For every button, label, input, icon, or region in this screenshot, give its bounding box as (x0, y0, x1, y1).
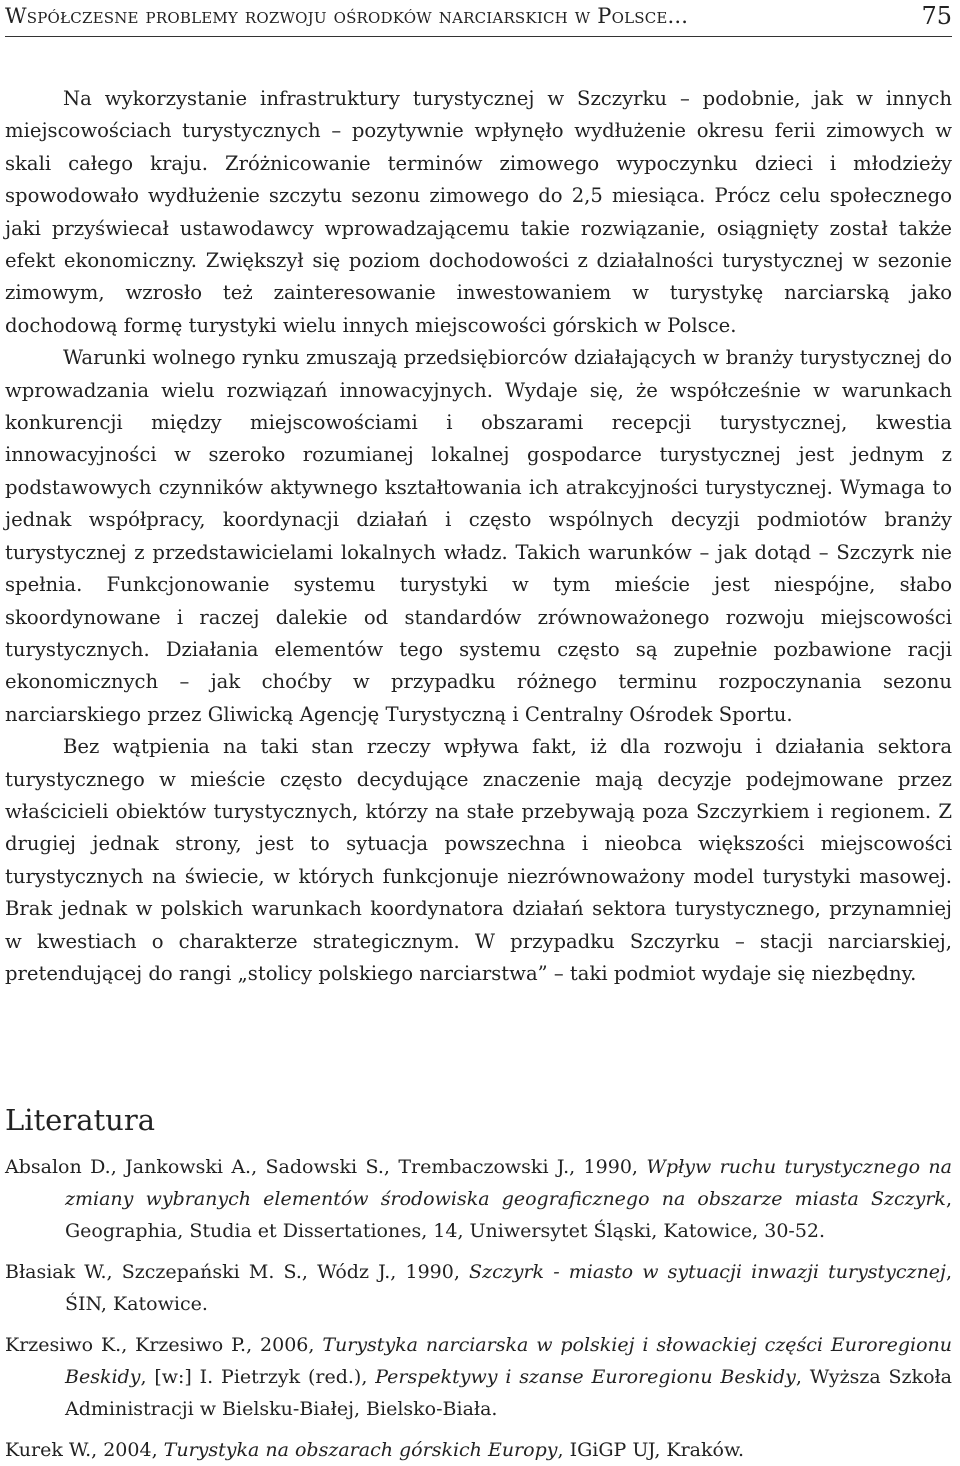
paragraph: Na wykorzystanie infrastruktury turystycznej w Szczyrku – podobnie, jak w innych miejscowościach turystycznych – pozytywnie wpłynęło wydłużenie okresu ferii zimowych w skali całego kraju. Zróżnicowanie terminów zimowego wypoczynku dzieci i młodzieży spowodowało wydłużenie szczytu sezonu zimowego do 2,5 miesiąca. Prócz celu społecznego jaki przyświecał ustawodawcy wprowadzającemu takie rozwiązanie, osiągnięty został także efekt ekonomiczny. Zwiększył się poziom dochodowości z działalności turystycznej w sezonie zimowym, wzrosło też zainteresowanie inwestowaniem w turystykę narciarską jako dochodową formę turystyki wielu innych miejscowości górskich w Polsce. (5, 87, 952, 337)
reference-list (5, 1151, 952, 1466)
reference-details: , ŚIN, Katowice. (65, 1261, 952, 1316)
reference-authors: Kurek W., 2004, (5, 1439, 164, 1462)
body-text (5, 83, 952, 990)
running-title: Współczesne problemy rozwoju ośrodków narciarskich w Polsce... (5, 4, 689, 28)
running-header (5, 2, 952, 37)
reference-editor: , [w:] I. Pietrzyk (red.), (140, 1366, 376, 1389)
reference-title: Szczyrk - miasto w sytuacji inwazji turystycznej (469, 1261, 946, 1284)
reference-item (5, 1329, 952, 1426)
paragraph: Bez wątpienia na taki stan rzeczy wpływa fakt, iż dla rozwoju i działania sektora turystycznego w mieście często decydujące znaczenie mają decyzje podejmowane przez właścicieli obiektów turystycznych, którzy na stałe przebywają poza Szczyrkiem i regionem. Z drugiej jednak strony, jest to sytuacja powszechna i nieobca większości miejscowości turystycznych na świecie, w których funkcjonuje niezrównoważony model turystyki masowej. Brak jednak w polskich warunkach koordynatora działań sektora turystycznego, przynamniej w kwestiach o charakterze strategicznym. W przypadku Szczyrku – stacji narciarskiej, pretendującej do rangi „stolicy polskiego narciarstwa” – taki podmiot wydaje się niezbędny. (5, 735, 952, 985)
reference-details: , Wyższa Szkoła Administracji w Bielsku-Białej, Bielsko-Biała. (65, 1366, 952, 1421)
paragraph: Warunki wolnego rynku zmuszają przedsiębiorców działających w branży turystycznej do wprowadzania wielu rozwiązań innowacyjnych. Wydaje się, że współcześnie w warunkach konkurencji między miejscowościami i obszarami recepcji turystycznej, kwestia innowacyjności w szeroko rozumianej lokalnej gospodarce turystycznej jest jednym z podstawowych czynników aktywnego kształtowania ich atrakcyjności turystycznej. Wymaga to jednak współpracy, koordynacji działań i często wspólnych decyzji podmiotów branży turystycznej z przedstawicielami lokalnych władz. Takich warunków – jak dotąd – Szczyrk nie spełnia. Funkcjonowanie systemu turystyki w tym mieście jest niespójne, słabo skoordynowane i raczej dalekie od standardów zrównoważonego rozwoju miejscowości turystycznych. Działania elementów tego systemu często są zupełnie pozbawione racji ekonomicznych – jak choćby w przypadku różnego terminu rozpoczynania sezonu narciarskiego przez Gliwicką Agencję Turystyczną i Centralny Ośrodek Sportu. (5, 346, 952, 726)
reference-title: Turystyka narciarska w polskiej i słowackiej części Euroregionu Beskidy (65, 1334, 952, 1389)
reference-details: , IGiGP UJ, Kraków. (557, 1439, 745, 1462)
reference-book-title: Perspektywy i szanse Euroregionu Beskidy (375, 1366, 796, 1389)
literature-heading: Literatura (5, 1103, 155, 1137)
reference-title: Turystyka na obszarach górskich Europy (163, 1439, 558, 1462)
reference-details: , Geographia, Studia et Dissertationes, 14, Uniwersytet Śląski, Katowice, 30-52. (65, 1188, 952, 1243)
reference-title: Wpływ ruchu turystycznego na zmiany wybranych elementów środowiska geograficznego na obszarze miasta Szczyrk (65, 1156, 952, 1211)
reference-authors: Krzesiwo K., Krzesiwo P., 2006, (5, 1334, 323, 1357)
reference-item (5, 1434, 952, 1466)
reference-item (5, 1256, 952, 1320)
page-number: 75 (921, 2, 952, 30)
reference-item (5, 1151, 952, 1248)
reference-authors: Absalon D., Jankowski A., Sadowski S., Trembaczowski J., 1990, (5, 1156, 647, 1178)
reference-authors: Błasiak W., Szczepański M. S., Wódz J., 1990, (5, 1261, 470, 1284)
